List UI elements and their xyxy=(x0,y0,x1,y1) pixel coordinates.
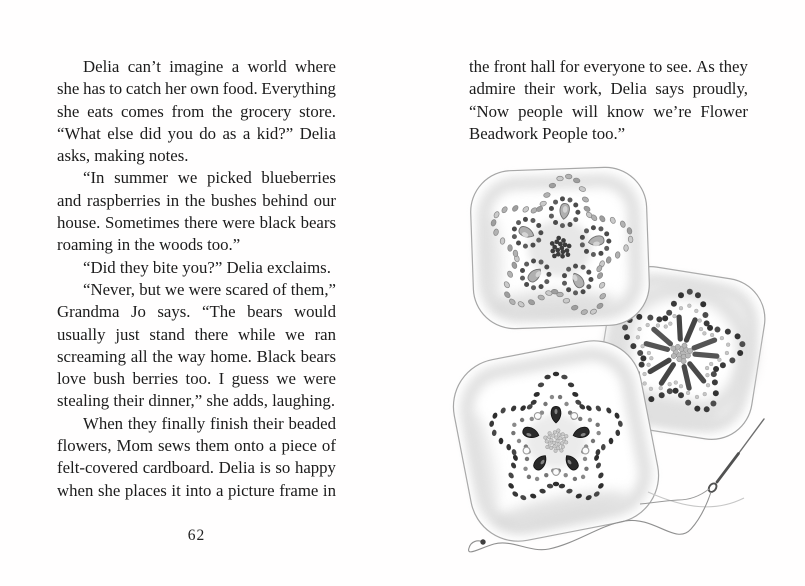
loose-bead xyxy=(480,539,485,544)
text-line: roaming in the woods too.” xyxy=(57,235,241,255)
text-line: asks, making notes. xyxy=(57,146,189,166)
text-line: “What else did you do as a kid?” Delia xyxy=(57,123,336,143)
text-line: house. Sometimes there were black bears xyxy=(57,213,336,233)
text-line: “In summer we picked blueberries xyxy=(83,168,336,188)
text-line: Beadwork People too.” xyxy=(469,123,626,143)
text-line: “Never, but we were scared of them,” xyxy=(83,279,336,299)
text-line: When they finally finish their beaded xyxy=(83,413,336,433)
text-line: and raspberries in the bushes behind our xyxy=(57,190,336,210)
left-page-text xyxy=(57,56,336,502)
text-line: admire their work, Delia says proudly, xyxy=(469,79,748,99)
text-line: screaming all the way home. Black bears xyxy=(57,346,336,366)
text-line: Grandma Jo says. “The bears would xyxy=(57,302,336,322)
needle-eye xyxy=(707,482,718,493)
text-line: the front hall for everyone to see. As they xyxy=(469,57,748,76)
text-line: “Did they bite you?” Delia exclaims. xyxy=(83,257,331,277)
patch-top xyxy=(469,166,650,330)
page-number: 62 xyxy=(187,527,206,544)
beadwork-illustration xyxy=(420,160,805,586)
right-page-text xyxy=(469,56,748,145)
text-line: Delia can’t imagine a world where xyxy=(83,57,336,76)
text-line: “Now people will know we’re Flower xyxy=(469,101,748,121)
text-line: love bush berries too. I guess we were xyxy=(57,369,336,389)
text-line: she has to catch her own food. Everything xyxy=(57,79,336,99)
patch-bottom xyxy=(445,333,667,550)
text-line: usually just stand there while we ran xyxy=(57,324,336,344)
text-line: she eats comes from the grocery store. xyxy=(57,101,336,121)
text-line: felt-covered cardboard. Delia is so happy xyxy=(57,458,336,478)
text-line: flowers, Mom sews them onto a piece of xyxy=(57,436,336,456)
text-line: stealing their dinner,” she adds, laughing. xyxy=(57,391,336,411)
text-line: when she places it into a picture frame in xyxy=(57,480,336,500)
